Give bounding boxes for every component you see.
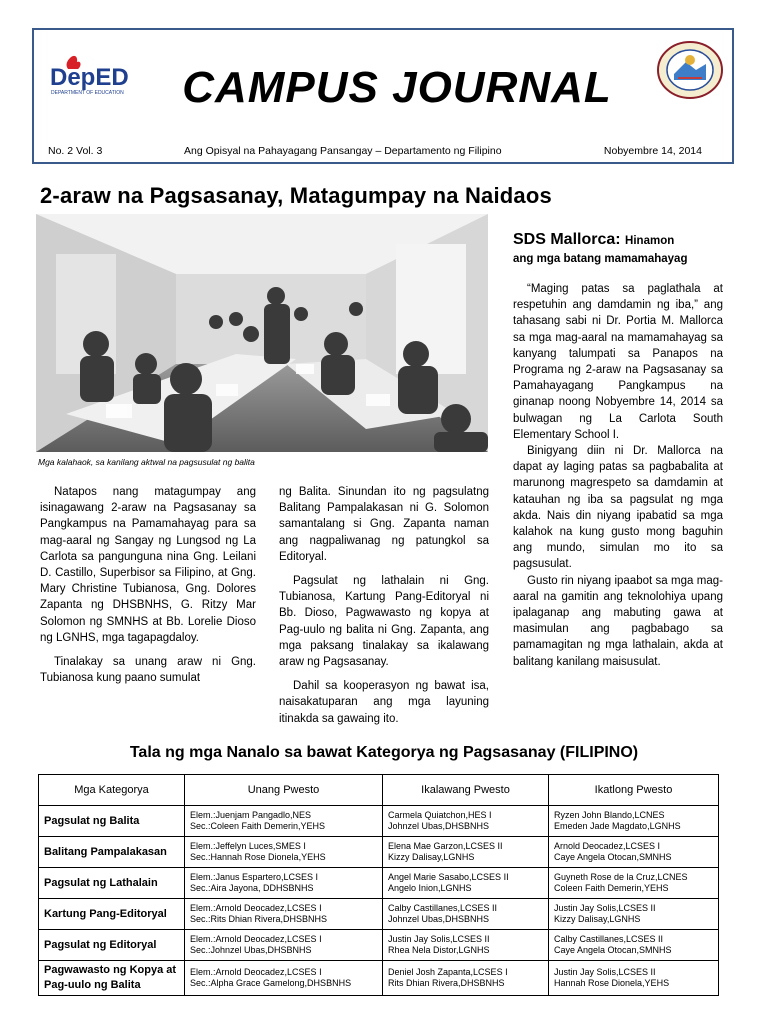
winner-entry: Kizzy Dalisay,LGNHS [388,852,475,862]
winner-cell-second [383,930,549,961]
article-paragraph: Tinalakay sa unang araw ni Gng. Tubianosa kung paano sumulat [40,656,256,685]
winner-cell-third [549,930,719,961]
winner-entry: Justin Jay Solis,LCSES II [388,933,490,944]
winner-entry: Justin Jay Solis,LCSES II [554,966,656,977]
winner-cell-first [185,961,383,996]
winner-entry: Sec.:Rits Dhian Rivera,DHSBNHS [190,914,328,924]
table-row [39,868,719,899]
winner-entry: Elem.:Janus Espartero,LCSES I [190,871,319,882]
category-cell: Pagsulat ng Lathalain [39,868,185,899]
sidebar-body [513,281,723,670]
category-cell: Pagsulat ng Editoryal [39,930,185,961]
table-row [39,837,719,868]
issue-number: No. 2 Vol. 3 [48,145,103,157]
winner-entry: Caye Angela Otocan,SMNHS [554,852,672,862]
sidebar-subheadline: ang mga batang mamamahayag [513,253,688,265]
sidebar-headline-tail: Hinamon [625,235,675,247]
winner-cell-first [185,837,383,868]
winner-cell-third [549,837,719,868]
winner-entry: Carmela Quiatchon,HES I [388,809,492,820]
article-paragraph: Pagsulat ng lathalain ni Gng. Tubianosa, Kartung Pang-Editoryal ni Bb. Dioso, Pagwawasto ng kopya at Pag-uulo ng balita ni Gng. Zapanta, ang mga paksang tinalakay sa ikalawang araw ng Pagsasanay. [279,575,489,669]
column-header: Ikalawang Pwesto [383,775,549,806]
article-column-1 [40,484,256,694]
winner-entry: Johnzel Ubas,DHSBNHS [388,821,490,831]
winner-entry: Elem.:Arnold Deocadez,LCSES I [190,933,322,944]
category-cell: Pagwawasto ng Kopya at Pag-uulo ng Balita [39,961,185,996]
sidebar-headline [513,230,723,251]
table-row [39,930,719,961]
column-header: Mga Kategorya [39,775,185,806]
journal-title: CAMPUS JOURNAL [182,63,612,112]
article-paragraph: Dahil sa kooperasyon ng bawat isa, naisakatuparan ang mga layuning itinakda sa gawaing ito. [279,680,489,725]
deped-logo [48,52,138,96]
article-paragraph: ng Balita. Sinundan ito ng pagsulatng Balitang Pampalakasan ni G. Solomon samantalang si Gng. Zapanta naman ang nagpaliwanag ng patungkol sa Editoryal. [279,486,489,563]
winner-entry: Arnold Deocadez,LCSES I [554,840,661,851]
winner-entry: Ryzen John Blando,LCNES [554,809,665,820]
table-row [39,899,719,930]
winner-entry: Justin Jay Solis,LCSES II [554,902,656,913]
winner-entry: Kizzy Dalisay,LGNHS [554,914,641,924]
winner-entry: Deniel Josh Zapanta,LCSES I [388,966,508,977]
category-cell: Kartung Pang-Editoryal [39,899,185,930]
winner-entry: Calby Castillanes,LCSES II [554,933,664,944]
winner-cell-first [185,868,383,899]
winner-entry: Elena Mae Garzon,LCSES II [388,840,503,851]
winner-entry: Guyneth Rose de la Cruz,LCNES [554,871,688,882]
table-title-paren: (FILIPINO) [559,744,639,761]
sidebar-article [513,230,723,670]
winner-entry: Sec.:Alpha Grace Gamelong,DHSBNHS [190,978,352,988]
winner-entry: Sec.:Coleen Faith Demerin,YEHS [190,821,326,831]
column-header: Ikatlong Pwesto [549,775,719,806]
winner-entry: Johnzel Ubas,DHSBNHS [388,914,490,924]
winner-cell-third [549,899,719,930]
winner-cell-second [383,837,549,868]
article-paragraph: Natapos nang matagumpay ang isinagawang 2-araw na Pagsasanay sa Pangkampus na Pamamahayag para sa mag-aaral ng Sangay ng Lungsod ng La Carlota sa pangunguna nina Gng. Leilani D. Castillo, Superbisor sa Filipino, at Gng. Mary Christine Tubianosa, Gng. Dolores Zapanta ng DHSBNHS, G. Ritzy Mar Solomon ng SMNHS at Bb. Lorelie Dioso ng LGNHS, mga tagapagdaloy. [40,486,256,644]
table-title [40,742,728,764]
winner-cell-third [549,961,719,996]
winner-entry: Sec.:Johnzel Ubas,DHSBNHS [190,945,312,955]
winner-entry: Elem.:Juenjam Pangadlo,NES [190,809,312,820]
table-row [39,961,719,996]
winner-cell-second [383,868,549,899]
school-seal-logo [656,40,724,100]
winner-entry: Emeden Jade Magdato,LGNHS [554,821,681,831]
winner-entry: Angel Marie Sasabo,LCSES II [388,871,509,882]
sidebar-paragraph: “Maging patas sa paglathala at respetuhin ang damdamin ng iba,” ang tahasang sabi ni Dr. Portia M. Mallorca sa mga mag-aaral na mamamahayag sa kanyang talumpati sa Panapos na Programa ng 2-araw na Pagsasanay sa Pamahayagang Pangkampus na ginanap noong Nobyembre 14, 2014 sa bulwagan ng La Carlota South Elementary School I. [513,283,723,441]
winner-entry: Elem.:Arnold Deocadez,LCSES I [190,902,322,913]
winner-cell-second [383,961,549,996]
winner-cell-third [549,806,719,837]
winner-cell-first [185,899,383,930]
winner-cell-third [549,868,719,899]
photo-caption: Mga kalahaok, sa kanilang aktwal na pagsusulat ng balita [38,457,255,467]
winner-entry: Angelo Inion,LGNHS [388,883,472,893]
table-row [39,806,719,837]
table-header-row [39,775,719,806]
winner-entry: Rits Dhian Rivera,DHSBNHS [388,978,505,988]
winner-entry: Coleen Faith Demerin,YEHS [554,883,669,893]
winner-entry: Sec.:Hannah Rose Dionela,YEHS [190,852,326,862]
category-cell: Pagsulat ng Balita [39,806,185,837]
article-column-2 [279,484,489,735]
winners-table [38,774,719,996]
news-photo [36,214,488,452]
winner-entry: Sec.:Aira Jayona, DDHSBNHS [190,883,314,893]
winner-entry: Calby Castillanes,LCSES II [388,902,498,913]
column-header: Unang Pwesto [185,775,383,806]
winner-entry: Caye Angela Otocan,SMNHS [554,945,672,955]
winner-cell-first [185,806,383,837]
sidebar-paragraph: Binigyang diin ni Dr. Mallorca na dapat ay laging patas sa pagbabalita at marunong magrespeto sa damdamin at katauhan ng iba sa pagsulat ng mga akda. Nais din niyang ipabatid sa mga kalahok na kung gusto mong baguhin ang mundo, simulan mo ito sa pagsusulat. [513,445,723,571]
category-cell: Balitang Pampalakasan [39,837,185,868]
winner-cell-second [383,899,549,930]
winner-cell-first [185,930,383,961]
winner-entry: Rhea Nela Distor,LGNHS [388,945,490,955]
table-title-text: Tala ng mga Nanalo sa bawat Kategorya ng Pagsasanay [129,744,556,761]
sidebar-headline-main: SDS Mallorca: [513,231,621,248]
sidebar-paragraph: Gusto rin niyang ipaabot sa mga mag-aaral na gamitin ang teknolohiya upang ipalaganap ang mabuting gawa at masimulan ang pagbabago sa pamamagitan ng mga lathalain, akda at balitang kanilang maisusulat. [513,574,723,668]
deped-logo-text: DepED [50,64,129,91]
deped-logo-subtext: DEPARTMENT OF EDUCATION [51,90,124,96]
winner-entry: Hannah Rose Dionela,YEHS [554,978,670,988]
issue-date: Nobyembre 14, 2014 [603,145,702,157]
masthead [32,28,734,164]
main-headline: 2-araw na Pagsasanay, Matagumpay na Naidaos [40,183,552,208]
winner-entry: Elem.:Jeffelyn Luces,SMES I [190,840,306,851]
winner-cell-second [383,806,549,837]
masthead-tagline: Ang Opisyal na Pahayagang Pansangay – Departamento ng Filipino [184,145,502,157]
winner-entry: Elem.:Arnold Deocadez,LCSES I [190,966,322,977]
